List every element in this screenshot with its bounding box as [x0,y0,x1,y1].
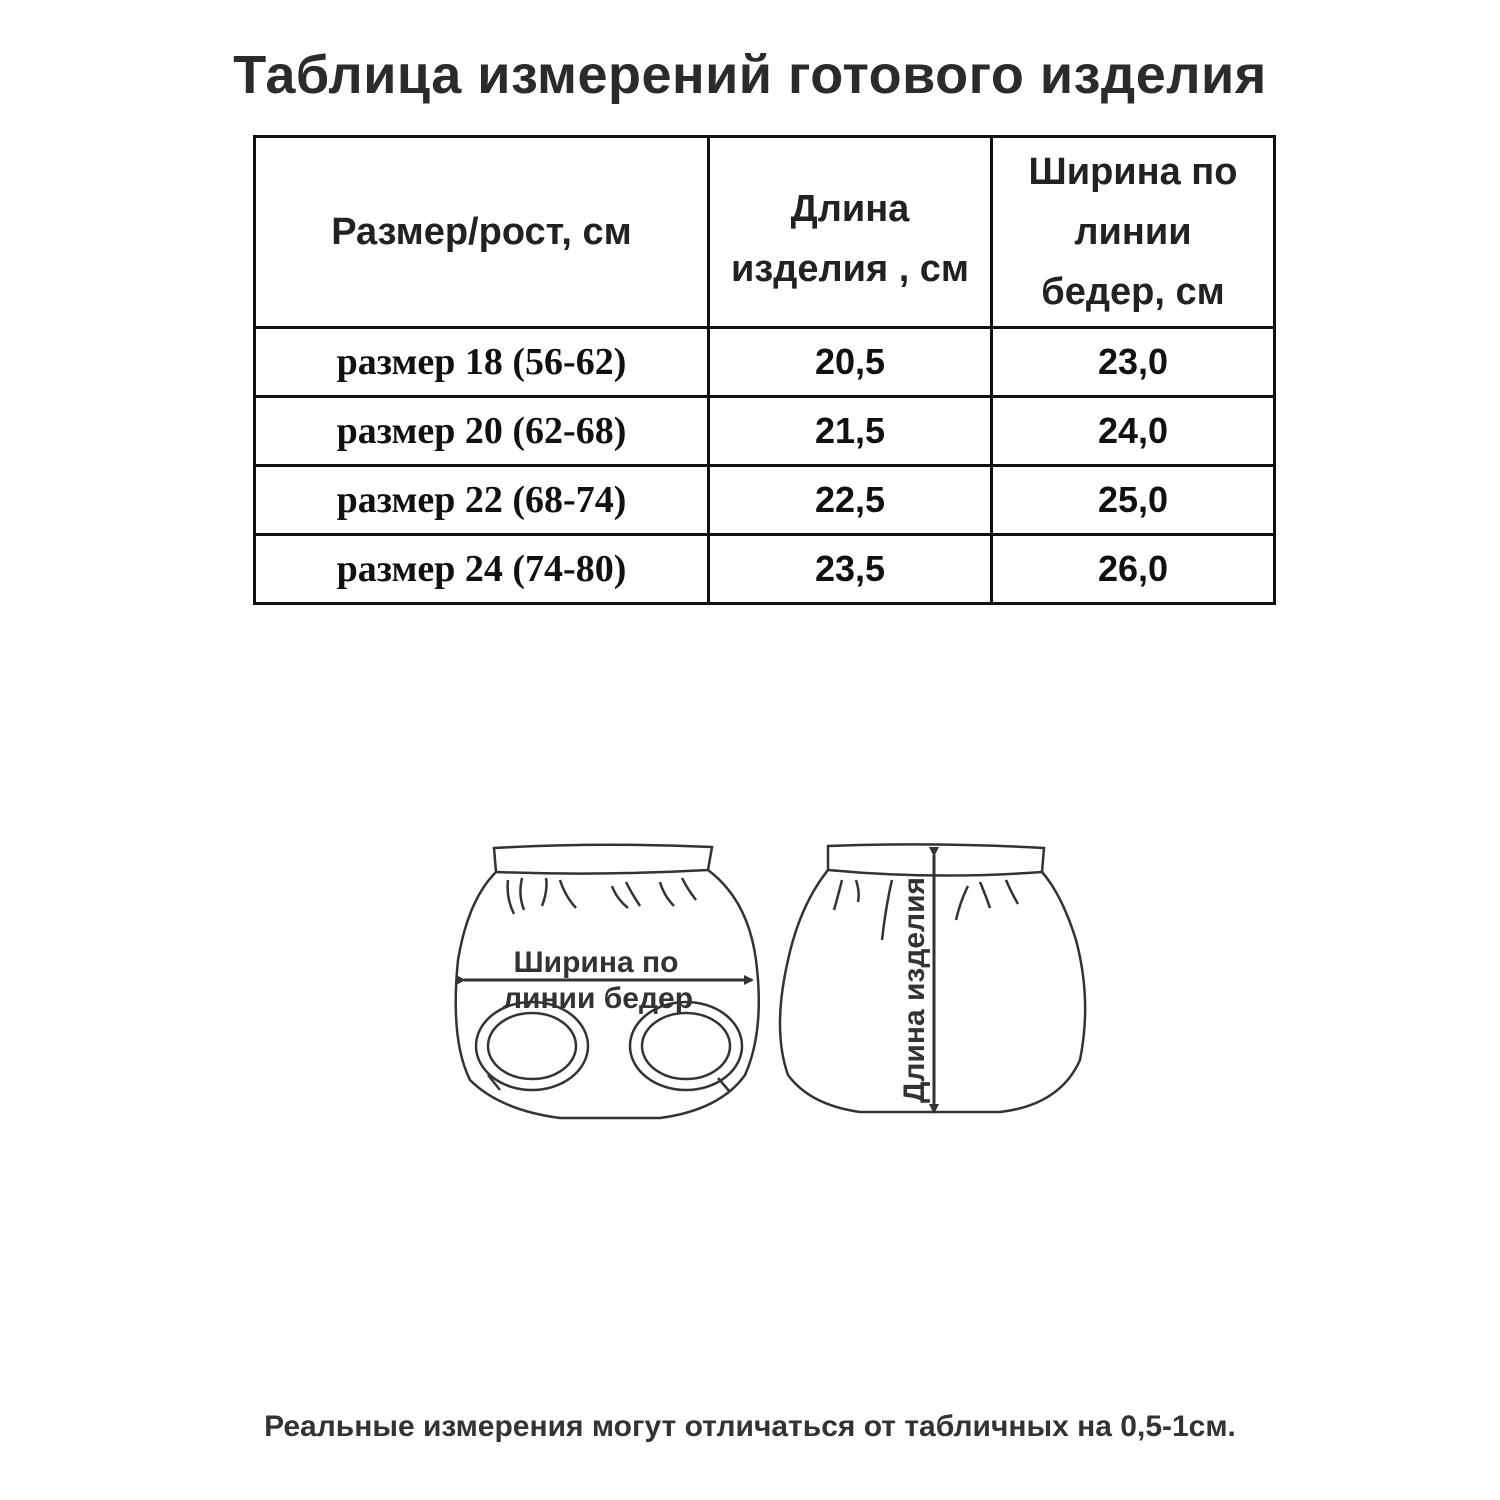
front-waistband [494,845,712,874]
row-size-cell: размер 22 (68-74) [255,466,709,535]
product-length-label: Длина изделия [898,876,931,1104]
row-length-cell: 21,5 [709,397,992,466]
row-size-cell: размер 24 (74-80) [255,535,709,604]
header-width-line3: бедер, см [1041,271,1225,313]
hip-width-label-line2: линии бедер [502,982,694,1015]
row-width-cell: 24,0 [992,397,1275,466]
back-waistband [828,844,1044,875]
header-length-line2: изделия , см [730,248,970,290]
front-gathers [508,878,696,914]
front-leg-seam-right [718,1078,730,1092]
row-length-cell: 20,5 [709,328,992,397]
header-width-line2: линии [1074,211,1192,253]
hip-width-label-line1: Ширина по [513,946,679,979]
row-width-cell: 23,0 [992,328,1275,397]
row-size-cell: размер 18 (56-62) [255,328,709,397]
front-right-leg-opening-inner [642,1013,730,1079]
front-left-leg-opening-inner [488,1013,576,1079]
header-width-line1: Ширина по [1028,151,1238,193]
front-left-leg-opening-outer [476,1002,588,1090]
measurement-footnote: Реальные измерения могут отличаться от табличных на 0,5-1см. [264,1410,1236,1443]
row-width-cell: 26,0 [992,535,1275,604]
row-size-cell: размер 20 (62-68) [255,397,709,466]
page-title: Таблица измерений готового изделия [233,45,1267,105]
front-right-leg-opening-outer [630,1002,742,1090]
row-length-cell: 22,5 [709,466,992,535]
row-length-cell: 23,5 [709,535,992,604]
header-length-line1: Длина [790,188,910,230]
header-size-text: Размер/рост, см [331,211,632,253]
row-width-cell: 25,0 [992,466,1275,535]
